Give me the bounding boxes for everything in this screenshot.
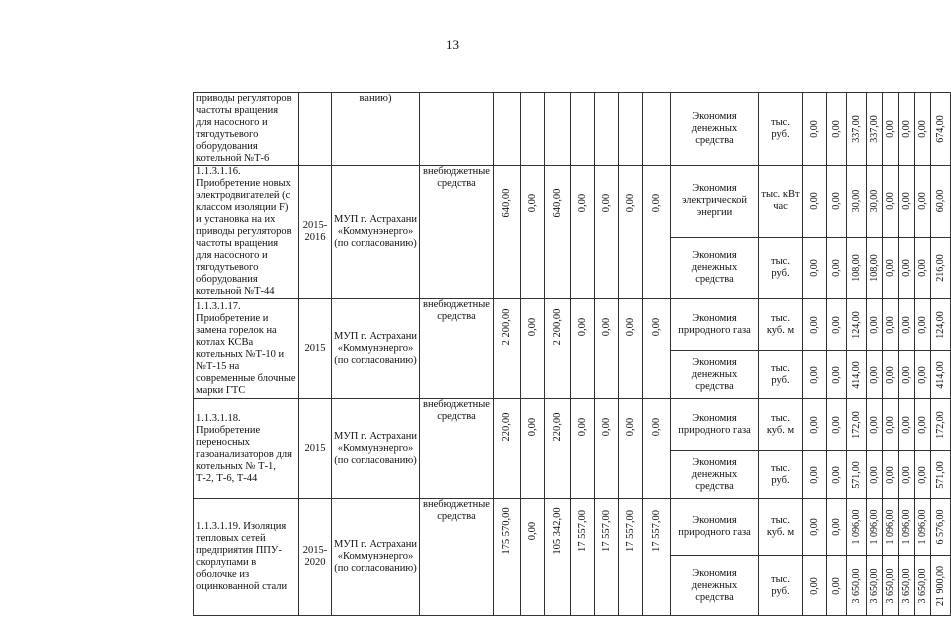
indicator-cell: Экономия природного газа: [671, 399, 759, 451]
effect-value-text: 0,00: [808, 259, 820, 277]
effect-value: [883, 237, 899, 298]
effect-value: [803, 166, 827, 238]
unit-cell: тыс. руб.: [759, 556, 803, 616]
effect-value-text: 571,00: [850, 460, 862, 489]
amount-cell: [494, 399, 521, 499]
effect-value-text: 0,00: [916, 315, 928, 334]
effect-value: [847, 351, 867, 399]
amount-cell: [545, 499, 571, 616]
effect-value-text: 0,00: [884, 120, 896, 138]
measure-name: приводы регуляторов частоты вращения для насосного и тягодутьевого оборудования котельной №Т-6: [194, 93, 299, 166]
period-cell: 2015-2016: [299, 166, 332, 299]
amount-cell: [643, 166, 671, 299]
effect-value-text: 0,00: [884, 465, 896, 484]
effect-value-text: 0,00: [884, 365, 896, 384]
amount-cell-text: 640,00: [501, 188, 512, 218]
measure-name: 1.1.3.1.17. Приобретение и замена горелок на котлах КСВа котельных №Т-10 и №Т-15 на современные блочные марки ГТС: [194, 299, 299, 399]
effect-value: [899, 93, 915, 166]
amount-cell: [494, 93, 521, 166]
effect-value: [803, 499, 827, 556]
effect-value: [883, 299, 899, 351]
amount-cell-text: 640,00: [551, 188, 563, 218]
amount-cell: [521, 499, 545, 616]
effect-value: [803, 93, 827, 166]
amount-cell: [521, 166, 545, 299]
measure-name: 1.1.3.1.16. Приобретение новых электродвигателей (с классом изоляции F) и установка на их приводы регуляторов частоты вращения для насосного и тягодутьевого оборудования котельной №Т-44: [194, 166, 299, 299]
indicator-cell: Экономия природного газа: [671, 299, 759, 351]
effect-value: [899, 166, 915, 238]
effect-value-text: 172,00: [934, 410, 946, 439]
effect-value: [931, 499, 951, 556]
effect-value: [827, 399, 847, 451]
effect-value: [867, 399, 883, 451]
effect-value-text: 3 650,00: [884, 568, 896, 603]
measure-name: 1.1.3.1.18. Приобретение переносных газоанализаторов для котельных № Т-1, Т-2, Т-6, Т-44: [194, 399, 299, 499]
amount-cell: [595, 499, 619, 616]
amount-cell: [619, 93, 643, 166]
effect-value-text: 0,00: [916, 365, 928, 384]
amount-cell: [545, 299, 571, 399]
effect-value: [883, 93, 899, 166]
effect-value-text: 0,00: [830, 518, 842, 536]
amount-cell-text: 0,00: [576, 417, 588, 436]
source-cell: внебюджетные средства: [420, 299, 494, 399]
effect-value-text: 414,00: [850, 360, 862, 389]
measure-name: 1.1.3.1.19. Изоляция тепловых сетей предприятия ППУ-скорлупами в оболочке из оцинкованной стали: [194, 499, 299, 616]
effect-value: [915, 499, 931, 556]
effect-value-text: 108,00: [868, 254, 880, 282]
effect-value: [883, 399, 899, 451]
effect-value-text: 0,00: [868, 465, 880, 484]
amount-cell: [619, 399, 643, 499]
amount-cell-text: 0,00: [650, 193, 662, 213]
unit-cell: тыс. руб.: [759, 451, 803, 499]
effect-value-text: 1 096,00: [900, 509, 912, 545]
amount-cell-text: 0,00: [624, 417, 636, 436]
indicator-cell: Экономия денежных средства: [671, 451, 759, 499]
amount-cell-text: 17 557,00: [576, 510, 588, 553]
indicator-cell: Экономия электрической энергии: [671, 166, 759, 238]
source-cell: внебюджетные средства: [420, 166, 494, 299]
unit-cell: тыс. куб. м: [759, 299, 803, 351]
table-row: [194, 399, 951, 451]
effect-value: [867, 451, 883, 499]
amount-cell-text: 0,00: [526, 317, 538, 336]
effect-value-text: 414,00: [934, 360, 946, 389]
effect-value-text: 1 096,00: [884, 509, 896, 545]
effect-value-text: 124,00: [850, 310, 862, 339]
effect-value-text: 30,00: [850, 190, 862, 213]
responsible-cell: МУП г. Астрахани «Коммунэнерго» (по согласованию): [332, 166, 420, 299]
effect-value-text: 674,00: [934, 115, 946, 143]
effect-value-text: 0,00: [830, 415, 842, 434]
effect-value: [883, 166, 899, 238]
amount-cell-text: 0,00: [526, 417, 538, 436]
amount-cell-text: 0,00: [600, 317, 612, 336]
effect-value-text: 0,00: [900, 465, 912, 484]
page-number: 13: [446, 37, 459, 52]
responsible-cell: МУП г. Астрахани «Коммунэнерго» (по согласованию): [332, 499, 420, 616]
effect-value-text: 30,00: [868, 190, 880, 213]
effect-value: [867, 556, 883, 616]
amount-cell: [595, 93, 619, 166]
amount-cell: [521, 399, 545, 499]
unit-cell: тыс. руб.: [759, 351, 803, 399]
effect-value: [803, 451, 827, 499]
effect-value: [847, 499, 867, 556]
amount-cell: [643, 299, 671, 399]
amount-cell-text: 0,00: [600, 193, 612, 213]
effect-value-text: 0,00: [808, 415, 820, 434]
effect-value: [827, 556, 847, 616]
table-row: [194, 93, 951, 166]
amount-cell: [619, 166, 643, 299]
amount-cell: [494, 499, 521, 616]
effect-value-text: 0,00: [916, 259, 928, 277]
effect-value: [883, 351, 899, 399]
effect-value: [867, 351, 883, 399]
effect-value: [915, 399, 931, 451]
effect-value: [883, 556, 899, 616]
responsible-cell: МУП г. Астрахани «Коммунэнерго» (по согласованию): [332, 299, 420, 399]
effect-value-text: 337,00: [850, 115, 862, 143]
effect-value: [883, 499, 899, 556]
effect-value-text: 3 650,00: [850, 568, 862, 603]
effect-value-text: 0,00: [808, 315, 820, 334]
amount-cell: [643, 93, 671, 166]
amount-cell: [571, 93, 595, 166]
effect-value: [931, 451, 951, 499]
effect-value-text: 571,00: [934, 460, 946, 489]
effect-value-text: 337,00: [868, 115, 880, 143]
period-cell: 2015: [299, 399, 332, 499]
effect-value: [899, 556, 915, 616]
amount-cell-text: 220,00: [551, 412, 563, 442]
effect-value: [827, 166, 847, 238]
source-cell: внебюджетные средства: [420, 399, 494, 499]
effect-value-text: 0,00: [830, 465, 842, 484]
effect-value: [867, 237, 883, 298]
effect-value-text: 1 096,00: [868, 509, 880, 545]
effect-value-text: 0,00: [916, 465, 928, 484]
amount-cell: [595, 299, 619, 399]
amount-cell: [595, 399, 619, 499]
unit-cell: тыс. куб. м: [759, 499, 803, 556]
indicator-cell: Экономия денежных средства: [671, 351, 759, 399]
effect-value-text: 0,00: [916, 192, 928, 211]
effect-value-text: 0,00: [808, 120, 820, 138]
effect-value: [883, 451, 899, 499]
effect-value: [899, 499, 915, 556]
amount-cell-text: 0,00: [650, 417, 662, 436]
effect-value-text: 3 650,00: [900, 568, 912, 603]
effect-value-text: 60,00: [934, 190, 946, 213]
amount-cell-text: 0,00: [526, 193, 538, 213]
unit-cell: тыс. руб.: [759, 237, 803, 298]
effect-value: [803, 237, 827, 298]
effect-value-text: 0,00: [830, 259, 842, 277]
period-cell: 2015-2020: [299, 499, 332, 616]
effect-value: [915, 351, 931, 399]
effect-value-text: 0,00: [884, 259, 896, 277]
amount-cell-text: 17 557,00: [650, 510, 662, 553]
effect-value-text: 0,00: [830, 192, 842, 211]
amount-cell: [571, 499, 595, 616]
effect-value: [931, 166, 951, 238]
table-row: [194, 299, 951, 351]
effect-value-text: 0,00: [900, 315, 912, 334]
amount-cell-text: 0,00: [600, 417, 612, 436]
unit-cell: тыс. куб. м: [759, 399, 803, 451]
responsible-cell: МУП г. Астрахани «Коммунэнерго» (по согласованию): [332, 399, 420, 499]
effect-value-text: 0,00: [900, 259, 912, 277]
amount-cell: [595, 166, 619, 299]
effect-value: [867, 499, 883, 556]
source-cell: [420, 93, 494, 166]
effect-value-text: 0,00: [808, 518, 820, 536]
effect-value-text: 172,00: [850, 410, 862, 439]
amount-cell-text: 17 557,00: [624, 510, 636, 553]
amount-cell: [494, 299, 521, 399]
effect-value: [915, 556, 931, 616]
responsible-cell: ванию): [332, 93, 420, 166]
effect-value: [899, 451, 915, 499]
effect-value: [931, 237, 951, 298]
effect-value: [867, 166, 883, 238]
effect-value-text: 3 650,00: [868, 568, 880, 603]
program-table: [193, 92, 951, 616]
effect-value: [827, 499, 847, 556]
effect-value: [899, 351, 915, 399]
effect-value-text: 0,00: [830, 576, 842, 595]
amount-cell: [643, 499, 671, 616]
effect-value: [899, 299, 915, 351]
effect-value-text: 0,00: [916, 120, 928, 138]
indicator-cell: Экономия природного газа: [671, 499, 759, 556]
amount-cell: [545, 166, 571, 299]
period-cell: 2015: [299, 299, 332, 399]
effect-value-text: 0,00: [808, 576, 820, 595]
effect-value-text: 1 096,00: [850, 509, 862, 545]
effect-value: [867, 299, 883, 351]
period-cell: [299, 93, 332, 166]
amount-cell-text: 0,00: [624, 193, 636, 213]
amount-cell-text: 0,00: [526, 522, 538, 541]
effect-value: [931, 351, 951, 399]
amount-cell: [571, 399, 595, 499]
amount-cell: [571, 299, 595, 399]
effect-value: [827, 351, 847, 399]
amount-cell-text: 0,00: [624, 317, 636, 336]
table-row: [194, 166, 951, 238]
amount-cell-text: 0,00: [650, 317, 662, 336]
effect-value-text: 0,00: [830, 365, 842, 384]
amount-cell-text: 105 342,00: [551, 507, 563, 556]
effect-value: [899, 399, 915, 451]
effect-value-text: 0,00: [900, 120, 912, 138]
indicator-cell: Экономия денежных средства: [671, 556, 759, 616]
effect-value: [915, 166, 931, 238]
effect-value: [847, 451, 867, 499]
amount-cell: [494, 166, 521, 299]
effect-value-text: 216,00: [934, 254, 946, 282]
effect-value: [915, 299, 931, 351]
effect-value: [847, 556, 867, 616]
amount-cell-text: 2 200,00: [501, 308, 512, 346]
effect-value-text: 0,00: [868, 315, 880, 334]
amount-cell: [545, 93, 571, 166]
amount-cell: [619, 299, 643, 399]
effect-value-text: 124,00: [934, 310, 946, 339]
unit-cell: тыс. руб.: [759, 93, 803, 166]
effect-value-text: 0,00: [900, 365, 912, 384]
effect-value-text: 0,00: [808, 365, 820, 384]
effect-value: [827, 451, 847, 499]
effect-value-text: 0,00: [830, 120, 842, 138]
effect-value: [827, 237, 847, 298]
effect-value-text: 0,00: [916, 415, 928, 434]
effect-value-text: 6 576,00: [934, 509, 946, 545]
effect-value-text: 0,00: [830, 315, 842, 334]
effect-value-text: 0,00: [884, 192, 896, 211]
effect-value: [915, 237, 931, 298]
effect-value: [803, 399, 827, 451]
amount-cell-text: 220,00: [501, 412, 512, 442]
effect-value: [931, 93, 951, 166]
amount-cell-text: 17 557,00: [600, 510, 612, 553]
effect-value-text: 0,00: [884, 315, 896, 334]
effect-value-text: 0,00: [808, 192, 820, 211]
effect-value: [803, 351, 827, 399]
effect-value-text: 3 650,00: [916, 568, 928, 603]
effect-value-text: 0,00: [808, 465, 820, 484]
effect-value: [847, 93, 867, 166]
indicator-cell: Экономия денежных средства: [671, 93, 759, 166]
effect-value-text: 0,00: [868, 415, 880, 434]
effect-value: [803, 299, 827, 351]
effect-value: [931, 299, 951, 351]
amount-cell: [545, 399, 571, 499]
effect-value: [827, 93, 847, 166]
effect-value: [847, 166, 867, 238]
source-cell: внебюджетные средства: [420, 499, 494, 616]
indicator-cell: Экономия денежных средства: [671, 237, 759, 298]
effect-value-text: 0,00: [900, 415, 912, 434]
effect-value: [931, 399, 951, 451]
effect-value: [867, 93, 883, 166]
effect-value: [847, 399, 867, 451]
effect-value: [915, 93, 931, 166]
effect-value: [847, 299, 867, 351]
effect-value: [827, 299, 847, 351]
effect-value-text: 108,00: [850, 254, 862, 282]
effect-value: [899, 237, 915, 298]
effect-value: [915, 451, 931, 499]
amount-cell: [619, 499, 643, 616]
table-row: [194, 499, 951, 556]
amount-cell: [643, 399, 671, 499]
amount-cell-text: 0,00: [576, 193, 588, 213]
effect-value-text: 21 900,00: [934, 565, 946, 606]
effect-value-text: 1 096,00: [916, 509, 928, 545]
amount-cell: [521, 93, 545, 166]
amount-cell-text: 0,00: [576, 317, 588, 336]
amount-cell: [521, 299, 545, 399]
effect-value: [931, 556, 951, 616]
effect-value: [803, 556, 827, 616]
effect-value: [847, 237, 867, 298]
effect-value-text: 0,00: [884, 415, 896, 434]
unit-cell: тыс. кВт час: [759, 166, 803, 238]
amount-cell-text: 2 200,00: [551, 308, 563, 346]
amount-cell: [571, 166, 595, 299]
amount-cell-text: 175 570,00: [501, 507, 512, 556]
effect-value-text: 0,00: [900, 192, 912, 211]
effect-value-text: 0,00: [868, 365, 880, 384]
